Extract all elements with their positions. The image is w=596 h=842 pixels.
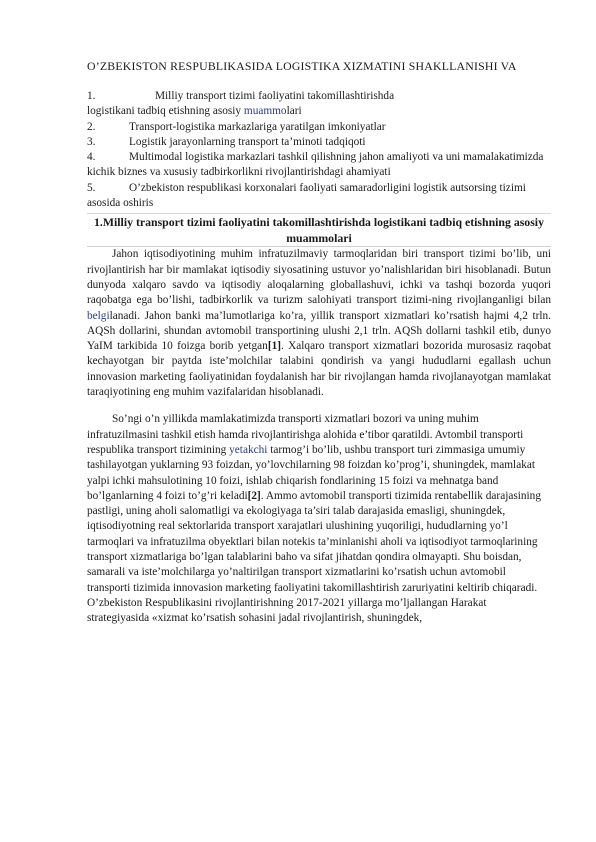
toc-item-2 — [87, 120, 551, 135]
section-heading: 1.Milliy transport tizimi faoliyatini takomillashtirishda logistikani tadbiq etishning asosiy muammolari — [87, 213, 551, 246]
toc-item-number: 2. — [87, 120, 96, 133]
highlighted-word: belgi — [87, 309, 110, 322]
toc-item-5 — [87, 181, 551, 212]
table-of-contents — [87, 89, 551, 211]
paragraph-1: Jahon iqtisodiyotining muhim infratuzilmaviy tarmoqlaridan biri transport tizimi bo’lib, uni rivojlantirish har bir mamlakat iqtisodiy siyosatining ustuvor yo’nalishlaridan biri hisoblanadi. Butun dunyoda xalqaro savdo va iqtisodiy aloqalarning globallashuvi, ichki va tashqi bozorda yuqori raqobatga ega bo’lishi, tadbirkorlik va turizm salohiyati transport tizimi-ning rivojlanganligi bilan belgilanadi. Jahon banki ma’lumotlariga ko’ra, yillik transport xizmatlari ko’rsatish hajmi 4,2 trln. AQSh dollarini, shundan avtomobil transportining ulushi 2,1 trln. AQSh dollarni tashkil etib, dunyo YaIM tarkibida 10 foizga borib yetgan[1]. Xalqaro transport xizmatlari bozorida murosasiz raqobat kechayotgan bir paytda iste’molchilar talabini qondirish va yangi hududlarni egallash uchun innovasion marketing faoliyatinidan foydalanish har bir rivojlangan hamda rivojlanayotgan mamlakat taraqiyotining eng muhim vazifalaridan hisoblanadi. — [87, 248, 551, 399]
toc-item-4 — [87, 150, 551, 181]
toc-item-text: Transport-logistika markazlariga yaratilgan imkoniyatlar — [129, 120, 386, 133]
toc-item-text: Logistik jarayonlarning transport ta’minoti tadqiqoti — [129, 135, 366, 148]
highlighted-word: yetakchi — [229, 443, 268, 456]
toc-item-1-continuation: logistikani tadbiq etishning asosiy muammolari — [87, 105, 302, 118]
toc-item-number: 4. — [87, 151, 96, 164]
toc-item-number: 3. — [87, 135, 96, 148]
citation-ref: [1] — [267, 340, 282, 353]
paragraph-2: So’ngi o’n yillikda mamlakatimizda transporti xizmatlari bozori va uning muhim infratuzilmasini tashkil etish hamda rivojlantirishga alohida e’tibor qaratildi. Avtombil transporti respublika transport tizimining yetakchi tarmog’i bo’lib, ushbu transport turi zimmasiga umumiy tashilayotgan yuklarning 93 foizdan, yo’lovchilarning 98 foizdan ko’prog’i, shuningdek, mamlakat yalpi ichki mahsulotining 10 foizi, ishlab chiqarish fondlarining 15 foizi va mehnatga band bo’lganlarning 4 foizi to’g’ri keladi[2]. Ammo avtomobil transporti tizimida rentabellik darajasining pastligi, uning aholi salomatligi va ekologiyaga ta’siri talab darajasida emasligi, shuningdek, iqtisodiyotning real sektorlarida transport xarajatlari ulushining yuqoriligi, hududlarning yo’l tarmoqlari va infratuzilma obyektlari bilan notekis ta’minlanishi aholi va iqtisodiyot tarmoqlarining transport xizmatlariga bo’lgan talablarini baho va sifat jihatdan qondira olmayapti. Shu boisdan, samarali va iste’molchilarga yo’naltirilgan transport xizmatlarini ko’rsatish uchun avtomobil transporti tizimida innovasion marketing faoliyatini takomillashtirish zaruriyatini keltirib chiqaradi. O’zbekiston Respublikasini rivojlantirishning 2017-2021 yillarga mo’ljallangan Harakat strategiyasida «xizmat ko’rsatish sohasini jadal rivojlantirish, shuningdek, — [87, 413, 541, 625]
toc-item-number: 5. — [87, 181, 96, 194]
toc-item-text: Multimodal logistika markazlari tashkil qilishning jahon amaliyoti va uni mamalakatimizda kichik biznes va xususiy tadbirkorlikni rivojlantirishdagi ahamiyati — [87, 151, 544, 179]
highlighted-word: muammo — [243, 105, 287, 118]
document-title: O’ZBEKISTON RESPUBLIKASIDA LOGISTIKA XIZMATINI SHAKLLANISHI VA — [87, 59, 517, 73]
citation-ref: [2] — [247, 489, 261, 502]
toc-item-text: O’zbekiston respublikasi korxonalari faoliyati samaradorligini logistik autsorsing tizimi asosida oshiris — [87, 181, 526, 210]
toc-item-3 — [87, 135, 551, 150]
document-page — [87, 58, 551, 627]
toc-item-number: 1. — [87, 90, 96, 102]
toc-item-1 — [87, 89, 551, 104]
toc-item-text: Milliy transport tizimi faoliyatini takomillashtirishda — [155, 90, 395, 102]
